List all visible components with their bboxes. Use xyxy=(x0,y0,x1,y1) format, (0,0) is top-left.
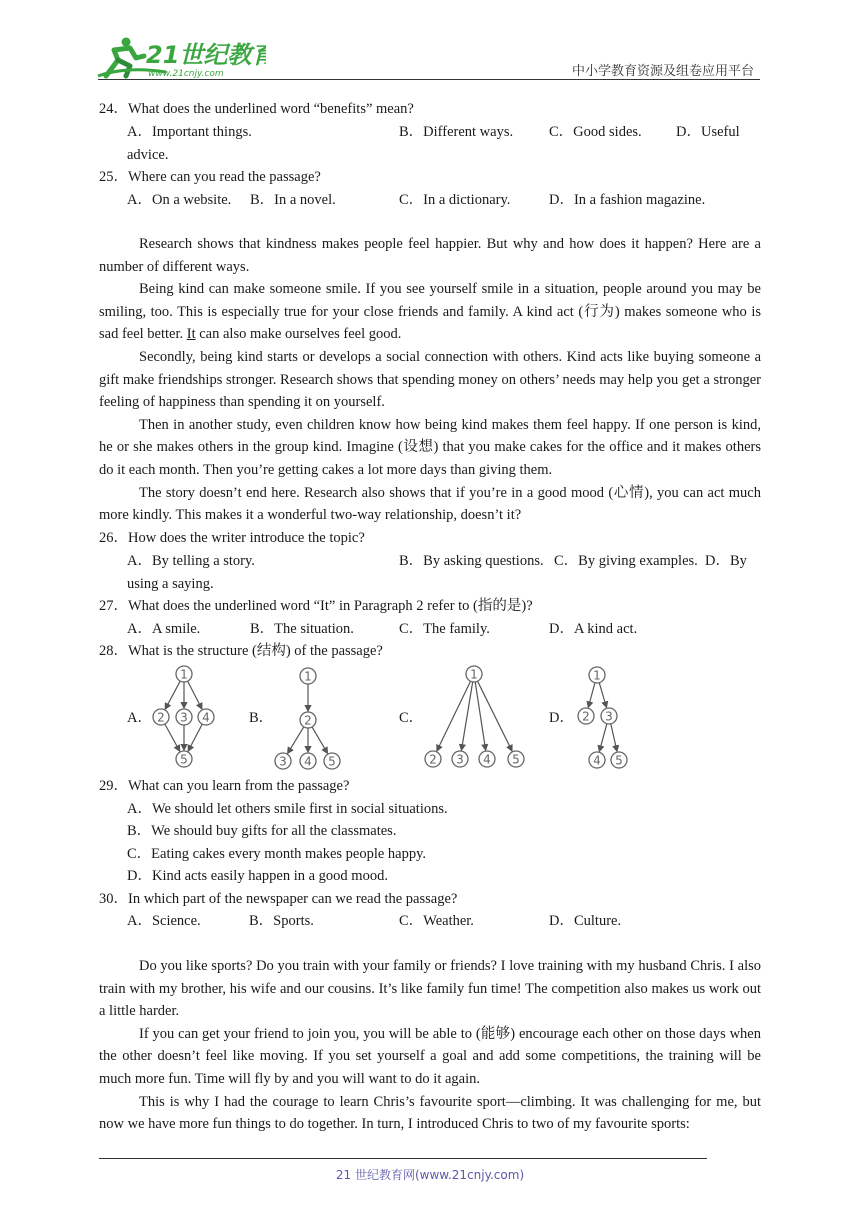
logo-text: 21世纪教育 xyxy=(146,41,266,69)
q25-option-a: A．On a website. xyxy=(127,192,232,208)
passage2-paragraph-1: Research shows that kindness makes people feel happier. But why and how does it happen? Here are a number of different ways. xyxy=(99,236,761,275)
header-platform-text: 中小学教育资源及组卷应用平台 xyxy=(572,64,755,79)
q29-option-b: B．We should buy gifts for all the classmates. xyxy=(127,823,397,839)
structure-diagram-a-arrow-0 xyxy=(165,681,180,709)
q27-stem: 27．What does the underlined word “It” in Paragraph 2 refer to (指的是)? xyxy=(99,598,533,614)
q30-option-a: A．Science. xyxy=(127,913,201,929)
structure-diagram-d-node-1 xyxy=(589,667,605,683)
underlined-it: It xyxy=(186,326,196,343)
structure-diagram-c-node-4 xyxy=(479,751,495,767)
structure-diagram-a-node-5 xyxy=(176,751,192,767)
q24-option-d-cont: advice. xyxy=(127,147,169,163)
q27-option-c: C．The family. xyxy=(399,621,490,637)
structure-diagram-b-arrow-1 xyxy=(288,727,304,753)
structure-diagram-b-node-5 xyxy=(324,753,340,769)
q29-option-a: A．We should let others smile first in social situations. xyxy=(127,801,448,817)
structure-diagram-c-node-2 xyxy=(425,751,441,767)
q29-option-c: C．Eating cakes every month makes people happy. xyxy=(127,846,427,862)
q28-stem: 28．What is the structure (结构) of the passage? xyxy=(99,643,383,659)
structure-diagram-a-arrow-5 xyxy=(188,724,202,751)
svg-text:2: 2 xyxy=(304,713,312,728)
q24-option-b: B．Different ways. xyxy=(399,124,514,140)
svg-text:2: 2 xyxy=(582,709,590,724)
svg-text:3: 3 xyxy=(456,752,464,767)
q25-option-c: C．In a dictionary. xyxy=(399,192,511,208)
structure-diagram-c xyxy=(416,660,534,770)
structure-diagram-d-node-3 xyxy=(601,708,617,724)
svg-text:1: 1 xyxy=(593,668,601,683)
q24-stem: 24．What does the underlined word “benefits” mean? xyxy=(99,101,414,117)
passage3-paragraph-1: Do you like sports? Do you train with your family or friends? I love training with my husband Chris. I also train with my brother, his wife and our cousins. It’s like family fun time! The competition also makes us work out a little harder. xyxy=(99,958,761,1020)
q24-option-d: D．Useful xyxy=(676,124,740,140)
structure-diagram-a xyxy=(140,660,230,770)
q26-option-c: C．By giving examples. xyxy=(554,553,698,569)
structure-diagram-b xyxy=(266,660,350,770)
structure-diagram-a-arrow-3 xyxy=(165,724,180,751)
svg-text:5: 5 xyxy=(180,752,188,767)
structure-diagram-d-node-2 xyxy=(578,708,594,724)
q25-stem: 25．Where can you read the passage? xyxy=(99,169,321,185)
structure-diagram-b-node-3 xyxy=(275,753,291,769)
structure-diagram-a-arrow-2 xyxy=(188,681,202,709)
q26-option-a: A．By telling a story. xyxy=(127,553,255,569)
q26-option-d-cont: using a saying. xyxy=(127,576,214,592)
q26-stem: 26．How does the writer introduce the topic? xyxy=(99,530,365,546)
structure-diagram-c-arrow-1 xyxy=(461,682,472,750)
structure-diagram-b-arrow-3 xyxy=(312,727,327,753)
svg-text:4: 4 xyxy=(593,753,601,768)
q30-option-c: C．Weather. xyxy=(399,913,474,929)
svg-text:4: 4 xyxy=(304,754,312,769)
q26-option-b: B．By asking questions. xyxy=(399,553,544,569)
svg-text:3: 3 xyxy=(279,754,287,769)
structure-diagram-c-arrow-2 xyxy=(475,682,485,750)
structure-diagram-d xyxy=(568,660,638,770)
svg-text:4: 4 xyxy=(483,752,491,767)
q30-option-b: B．Sports. xyxy=(249,913,314,929)
structure-diagram-d-node-5 xyxy=(611,752,627,768)
svg-text:2: 2 xyxy=(429,752,437,767)
structure-diagram-c-node-1 xyxy=(466,666,482,682)
q24-option-a: A．Important things. xyxy=(127,124,252,140)
svg-text:5: 5 xyxy=(512,752,520,767)
svg-text:1: 1 xyxy=(470,667,478,682)
structure-diagram-b-node-1 xyxy=(300,668,316,684)
svg-text:3: 3 xyxy=(180,710,188,725)
passage3-paragraph-2: If you can get your friend to join you, you will be able to (能够) encourage each other on those days when the other doesn’t feel like moving. If you set yourself a goal and add some competitions, the training will be much more fun. Time will fly by and you will want to do it again. xyxy=(99,1025,761,1087)
q28-option-a: A． xyxy=(127,710,152,726)
q26-option-d: D．By xyxy=(705,553,747,569)
q25-option-d: D．In a fashion magazine. xyxy=(549,192,706,208)
q27-option-b: B．The situation. xyxy=(250,621,354,637)
q30-stem: 30．In which part of the newspaper can we read the passage? xyxy=(99,891,458,907)
structure-diagram-b-node-2 xyxy=(300,712,316,728)
structure-diagram-c-arrow-0 xyxy=(437,681,471,751)
q28-option-c: C． xyxy=(399,710,424,726)
q25-option-b: B．In a novel. xyxy=(250,192,336,208)
structure-diagram-c-arrow-3 xyxy=(478,681,512,751)
structure-diagram-a-node-2 xyxy=(153,709,169,725)
structure-diagram-c-node-5 xyxy=(508,751,524,767)
logo-url: www.21cnjy.com xyxy=(148,69,224,79)
passage2-paragraph-5: The story doesn’t end here. Research also shows that if you’re in a good mood (心情), you can act much more kindly. This makes it a wonderful two-way relationship, doesn’t it? xyxy=(99,484,761,524)
passage2-paragraph-2: Being kind can make someone smile. If you see yourself smile in a situation, people around you may be smiling, too. This is especially true for your close friends and family. A kind act (行为) makes someone who is sad feel better. It can also make ourselves feel good. xyxy=(99,281,761,343)
q30-option-d: D．Culture. xyxy=(549,913,622,929)
svg-text:1: 1 xyxy=(180,667,188,682)
q28-option-b: B． xyxy=(249,710,274,726)
svg-text:2: 2 xyxy=(157,710,165,725)
structure-diagram-a-node-1 xyxy=(176,666,192,682)
header-divider xyxy=(98,79,760,80)
structure-diagram-c-node-3 xyxy=(452,751,468,767)
passage2-paragraph-4: Then in another study, even children know how being kind makes them feel happy. If one person is kind, he or she makes others in the group kind. Imagine (设想) that you make cakes for the office and it makes others do it each month. Then you’re getting cakes a lot more days than giving them. xyxy=(99,416,761,478)
q27-option-a: A．A smile. xyxy=(127,621,201,637)
q29-stem: 29．What can you learn from the passage? xyxy=(99,778,350,794)
svg-text:4: 4 xyxy=(202,710,210,725)
passage3-paragraph-3: This is why I had the courage to learn Chris’s favourite sport—climbing. It was challenging for me, but now we have more fun things to do together. In turn, I introduced Chris to two of my favourite sports: xyxy=(99,1093,761,1133)
site-logo xyxy=(96,36,266,80)
svg-text:5: 5 xyxy=(328,754,336,769)
structure-diagram-d-arrow-1 xyxy=(599,683,606,708)
structure-diagram-d-arrow-2 xyxy=(599,724,607,752)
q27-option-d: D．A kind act. xyxy=(549,621,638,637)
svg-text:3: 3 xyxy=(605,709,613,724)
structure-diagram-b-node-4 xyxy=(300,753,316,769)
footer-text: 21 世纪教育网(www.21cnjy.com) xyxy=(335,1168,525,1182)
q29-option-d: D．Kind acts easily happen in a good mood. xyxy=(127,868,388,884)
structure-diagram-a-node-4 xyxy=(198,709,214,725)
runner-logo-icon xyxy=(96,36,266,80)
structure-diagram-d-arrow-3 xyxy=(611,724,617,751)
passage-kindness xyxy=(99,233,761,527)
q24-option-c: C．Good sides. xyxy=(549,124,642,140)
svg-text:5: 5 xyxy=(615,753,623,768)
footer-divider xyxy=(99,1158,707,1159)
passage2-paragraph-3: Secondly, being kind starts or develops a social connection with others. Kind acts like buying someone a gift make friendships stronger. Research shows that spending money on others’ needs may help you get a stronger feeling of happiness than spending it on yourself. xyxy=(99,348,761,411)
structure-diagram-d-node-4 xyxy=(589,752,605,768)
structure-diagram-d-arrow-0 xyxy=(588,683,595,708)
structure-diagram-a-node-3 xyxy=(176,709,192,725)
passage-sports xyxy=(99,955,761,1136)
q28-option-d: D． xyxy=(549,710,574,726)
svg-text:1: 1 xyxy=(304,669,312,684)
